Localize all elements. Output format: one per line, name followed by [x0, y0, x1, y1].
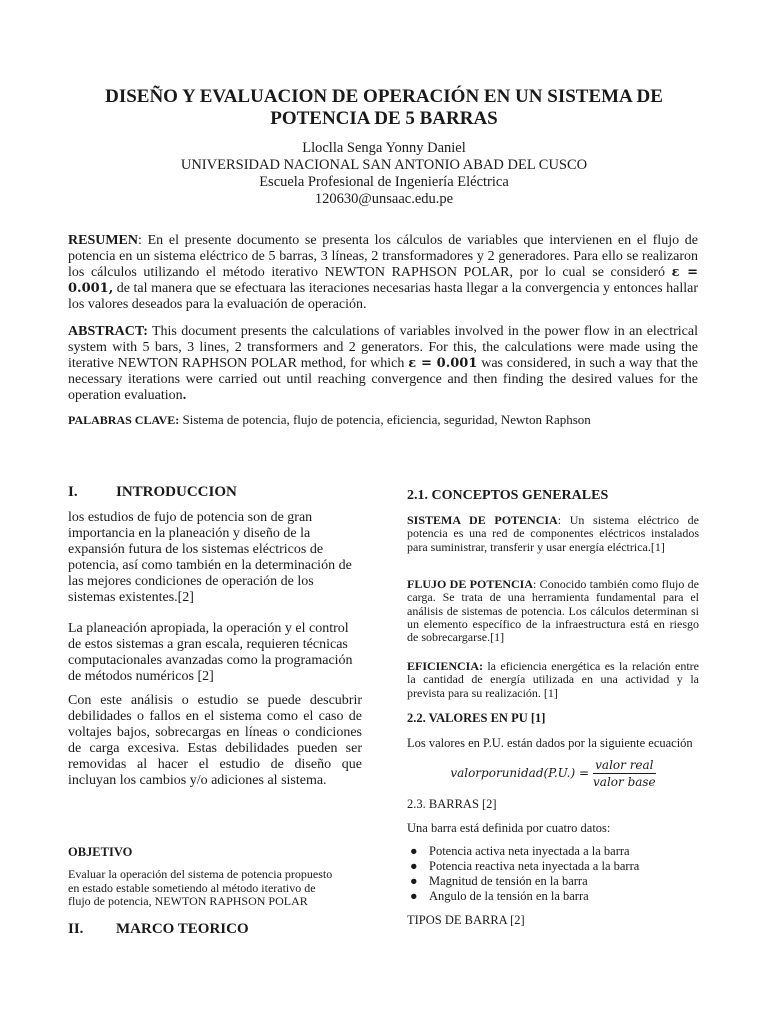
tipos-barra-heading: TIPOS DE BARRA [2]	[407, 913, 525, 927]
eficiencia-paragraph	[407, 660, 699, 700]
section-2-heading	[68, 920, 249, 938]
eficiencia-label: EFICIENCIA:	[407, 659, 484, 673]
author-school: Escuela Profesional de Ingeniería Eléctrica	[259, 174, 509, 190]
abstract-text-1: This document presents the calculations of variables involved in the power flow in an electrical system with 5 bars, 3 lines, 2 transformers and 2 generators. For this, the calculations were made using the iterative NEWTON RAPHSON POLAR method, for which	[68, 324, 698, 371]
title-line-1: DISEÑO Y EVALUACION DE OPERACIÓN EN UN SISTEMA DE	[105, 86, 663, 107]
objetivo-heading: OBJETIVO	[68, 845, 133, 859]
flujo-potencia-label: FLUJO DE POTENCIA	[407, 577, 534, 591]
section-1-title: INTRODUCCION	[116, 484, 237, 500]
keywords-label: PALABRAS CLAVE:	[68, 413, 180, 427]
bullet-icon: ●	[410, 844, 418, 858]
barra-data-list	[407, 844, 699, 904]
section-1-heading	[68, 483, 237, 501]
resumen-epsilon: ε = 0.001,	[68, 265, 698, 296]
keywords	[68, 412, 698, 428]
author-block	[60, 140, 708, 208]
resumen-text-1: : En el presente documento se presenta los cálculos de variables que intervienen en el flujo de potencia en un sistema eléctrico de 5 barras, 3 líneas, 2 transformadores y 2 generadores. Para ello se realizaron los cálculos utilizando el método iterativo NEWTON RAPHSON POLAR, por lo cual se consideró	[68, 233, 698, 280]
abstract-paragraph	[68, 324, 698, 404]
keywords-text: Sistema de potencia, flujo de potencia, eficiencia, seguridad, Newton Raphson	[179, 412, 591, 427]
resumen-label: RESUMEN	[68, 233, 139, 248]
list-item: ● Potencia reactiva neta inyectada a la barra	[410, 859, 640, 873]
eficiencia-text: la eficiencia energética es la relación entre la cantidad de energía utilizada en una actividad y la prevista para su realización. [1]	[407, 659, 699, 700]
abstract-label: ABSTRACT:	[68, 324, 148, 339]
pu-equation-denominator: valor base	[593, 774, 656, 789]
resumen-text-2: de tal manera que se efectuara las iteraciones necesarias hasta llegar a la convergencia y entonces hallar los valores deseados para la evaluación de operación.	[68, 281, 698, 312]
subsection-2-1-heading: 2.1. CONCEPTOS GENERALES	[407, 488, 609, 503]
list-item: ● Potencia activa neta inyectada a la barra	[410, 844, 630, 858]
barra-description: Una barra está definida por cuatro datos:	[407, 821, 611, 835]
bullet-icon: ●	[410, 859, 418, 873]
paper-title	[60, 86, 708, 130]
pu-equation-lhs: valorporunidad(P.U.) =	[450, 766, 590, 780]
abstract-end: .	[182, 388, 187, 403]
list-item: ● Angulo de la tensión en la barra	[410, 889, 589, 903]
title-line-2: POTENCIA DE 5 BARRAS	[270, 108, 498, 129]
flujo-potencia-text: : Conocido también como flujo de carga. Se trata de una herramienta fundamental para el análisis de sistemas de potencia. Los cálculos determinan si un elemento específico de la infraestructura está en riesgo de sobrecargarse.[1]	[407, 577, 699, 645]
pu-equation	[407, 756, 699, 790]
pu-description: Los valores en P.U. están dados por la siguiente ecuación	[407, 736, 693, 750]
section-1-number: I.	[68, 484, 78, 500]
subsection-2-3-heading: 2.3. BARRAS [2]	[407, 797, 497, 811]
sistema-potencia-label: SISTEMA DE POTENCIA	[407, 513, 558, 527]
abstract-epsilon: ε = 0.001	[408, 356, 478, 371]
intro-paragraph-3: Con este análisis o estudio se puede descubrir debilidades o fallos en el sistema como el caso de voltajes bajos, sobrecargas en líneas o condiciones de carga excesiva. Estas debilidades pueden ser removidas al hacer el estudio de diseño que incluyan los cambios y/o adiciones al sistema.	[68, 693, 362, 788]
subsection-2-2-heading: 2.2. VALORES EN PU [1]	[407, 711, 546, 725]
abstract-text-2: was considered, in such a way that the necessary iterations were carried out until reaching convergence and then finding the desired values for the operation evaluation	[68, 356, 698, 403]
section-2-number: II.	[68, 921, 84, 937]
intro-paragraph-1: los estudios de fujo de potencia son de gran importancia en la planeación y diseño de la expansión futura de los sistemas eléctricos de potencia, así como también en la determinación de las mejores condiciones de operación de los sistemas existentes.[2]	[68, 510, 352, 605]
sistema-potencia-text: : Un sistema eléctrico de potencia es una red de componentes eléctricos instalados para suministrar, transferir y usar energía eléctrica.[1]	[407, 513, 699, 554]
intro-paragraph-2: La planeación apropiada, la operación y el control de estos sistemas a gran escala, requieren técnicas computacionales avanzadas como la programación de métodos numéricos [2]	[68, 621, 353, 684]
bullet-icon: ●	[410, 889, 418, 903]
resumen-paragraph	[68, 233, 698, 313]
sistema-potencia-paragraph	[407, 514, 699, 554]
bullet-icon: ●	[410, 874, 418, 888]
author-university: UNIVERSIDAD NACIONAL SAN ANTONIO ABAD DEL CUSCO	[180, 157, 588, 173]
flujo-potencia-paragraph	[407, 578, 699, 644]
section-2-title: MARCO TEORICO	[116, 921, 249, 937]
author-name: Lloclla Senga Yonny Daniel	[302, 140, 466, 156]
pu-equation-fraction	[593, 758, 656, 789]
list-item: ● Magnitud de tensión en la barra	[410, 874, 588, 888]
objetivo-text: Evaluar la operación del sistema de potencia propuesto en estado estable sometiendo al método iterativo de flujo de potencia, NEWTON RAPHSON POLAR	[68, 867, 333, 908]
author-email: 120630@unsaac.edu.pe	[314, 191, 454, 207]
pu-equation-numerator: valor real	[595, 757, 654, 772]
